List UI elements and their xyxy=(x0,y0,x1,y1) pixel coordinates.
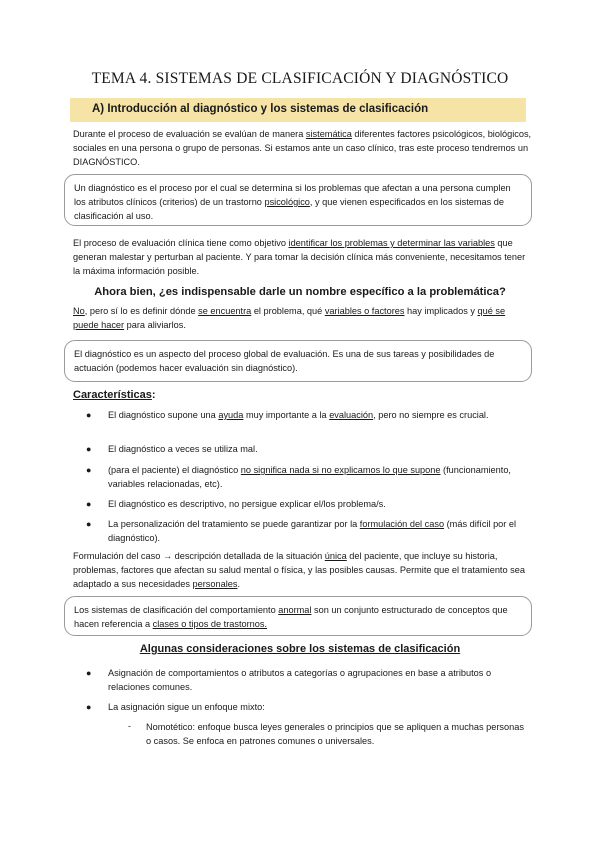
bullet-icon: ● xyxy=(86,499,92,509)
text: El diagnóstico supone una xyxy=(108,410,219,420)
paragraph-case-formulation xyxy=(73,549,533,591)
bullet-icon: ● xyxy=(86,668,92,678)
text: muy importante a la xyxy=(243,410,330,420)
text: el problema, qué xyxy=(251,306,325,316)
text: del paciente, que incluye su historia, problemas, factores que afectan su salud mental o física, y las posibles causas. Permite que el tratamiento sea adaptado a sus necesidades xyxy=(73,551,525,589)
underlined-term: No xyxy=(73,306,85,316)
text: hay implicados y xyxy=(404,306,478,316)
paragraph-answer xyxy=(73,304,533,332)
list-item xyxy=(108,517,528,545)
underlined-term: sistemática xyxy=(305,129,352,139)
text: : xyxy=(151,389,156,401)
text: son un conjunto estructurado de conceptos que hacen referencia a xyxy=(74,605,508,629)
text: . xyxy=(237,579,241,589)
text: (para el paciente) el diagnóstico xyxy=(108,465,241,475)
diagnosis-box xyxy=(64,340,532,382)
classification-box xyxy=(64,596,532,636)
considerations-heading xyxy=(0,643,600,655)
section-heading: A) Introducción al diagnóstico y los sistemas de clasificación xyxy=(92,103,429,115)
question-heading: Ahora bien, ¿es indispensable darle un nombre específico a la problemática? xyxy=(94,286,506,298)
sub-list-item: Nomotético: enfoque busca leyes generales o principios que se apliquen a muchas personas o casos. Se enfoca en patrones comunes o universales. xyxy=(146,722,524,746)
definition-box xyxy=(64,174,532,226)
text: , pero no siempre es crucial. xyxy=(373,410,489,420)
bullet-icon: ● xyxy=(86,410,92,420)
bullet-icon: ● xyxy=(86,519,92,529)
dash-icon: - xyxy=(128,721,131,731)
text: La personalización del tratamiento se puede garantizar por la xyxy=(108,519,360,529)
text: El diagnóstico a veces se utiliza mal. xyxy=(108,444,258,454)
text: diferentes factores psicológicos, biológicos, sociales en una persona o grupo de personas. Si estamos ante un caso clínico, tras este proceso tendremos un DIAGNÓSTICO. xyxy=(73,129,532,167)
text: El diagnóstico es descriptivo, no persigue explicar el/los problema/s. xyxy=(108,499,386,509)
list-item: La asignación sigue un enfoque mixto: xyxy=(108,702,265,712)
list-item xyxy=(108,442,528,456)
underlined-term: ayuda xyxy=(218,410,244,420)
diagnosis-text: El diagnóstico es un aspecto del proceso global de evaluación. Es una de sus tareas y posibilidades de actuación (podemos hacer evaluación sin diagnóstico). xyxy=(74,349,495,373)
underlined-term: única xyxy=(324,551,347,561)
list-item: Asignación de comportamientos o atributos a categorías o agrupaciones en base a atributos o relaciones comunes. xyxy=(108,668,492,692)
text: Un diagnóstico es el proceso por el cual se determina si los problemas que afectan a una persona cumplen los atributos clínicos (criterios) de un trastorno xyxy=(74,183,511,207)
definition-text xyxy=(74,181,523,223)
text: , pero sí lo es definir dónde xyxy=(84,306,199,316)
underlined-term: clases o tipos de trastornos. xyxy=(152,619,268,629)
underlined-term: no significa nada si no explicamos lo que supone xyxy=(240,465,441,475)
text: para aliviarlos. xyxy=(124,320,186,330)
classification-text xyxy=(74,603,523,631)
underlined-heading: Características xyxy=(73,389,152,401)
bullet-icon: ● xyxy=(86,444,92,454)
section-heading-bar xyxy=(70,98,526,122)
underlined-term: qué se puede hacer xyxy=(73,306,506,330)
text: (funcionamiento, variables relacionadas, etc). xyxy=(108,465,511,489)
page-title: TEMA 4. SISTEMAS DE CLASIFICACIÓN Y DIAGNÓSTICO xyxy=(91,70,509,87)
underlined-heading: Algunas consideraciones sobre los sistemas de clasificación xyxy=(139,643,461,655)
text: Los sistemas de clasificación del comportamiento xyxy=(74,605,279,615)
text: Durante el proceso de evaluación se evalúan de manera xyxy=(73,129,306,139)
text: que generan malestar y perturban al paciente. Y para tomar la decisión clínica más conveniente, necesitamos tener la máxima información posible. xyxy=(73,238,526,276)
list-item xyxy=(108,497,528,511)
underlined-term: identificar los problemas y determinar las variables xyxy=(288,238,495,248)
underlined-term: evaluación xyxy=(329,410,374,420)
underlined-term: anormal xyxy=(278,605,312,615)
list-item xyxy=(108,408,528,422)
text: , y que vienen especificados en los sistemas de clasificación al uso. xyxy=(74,197,504,221)
text: Formulación del caso → descripción detallada de la situación xyxy=(73,551,325,561)
list-item xyxy=(108,463,528,491)
underlined-term: formulación del caso xyxy=(359,519,445,529)
underlined-term: variables o factores xyxy=(324,306,405,316)
underlined-term: se encuentra xyxy=(198,306,252,316)
paragraph-intro xyxy=(73,127,533,169)
text: El proceso de evaluación clínica tiene como objetivo xyxy=(73,238,289,248)
bullet-icon: ● xyxy=(86,702,92,712)
underlined-term: personales xyxy=(192,579,238,589)
bullet-icon: ● xyxy=(86,465,92,475)
paragraph-evaluation xyxy=(73,236,533,278)
underlined-term: psicológico xyxy=(264,197,310,207)
characteristics-heading xyxy=(73,389,156,401)
text: (más difícil por el diagnóstico). xyxy=(108,519,517,543)
